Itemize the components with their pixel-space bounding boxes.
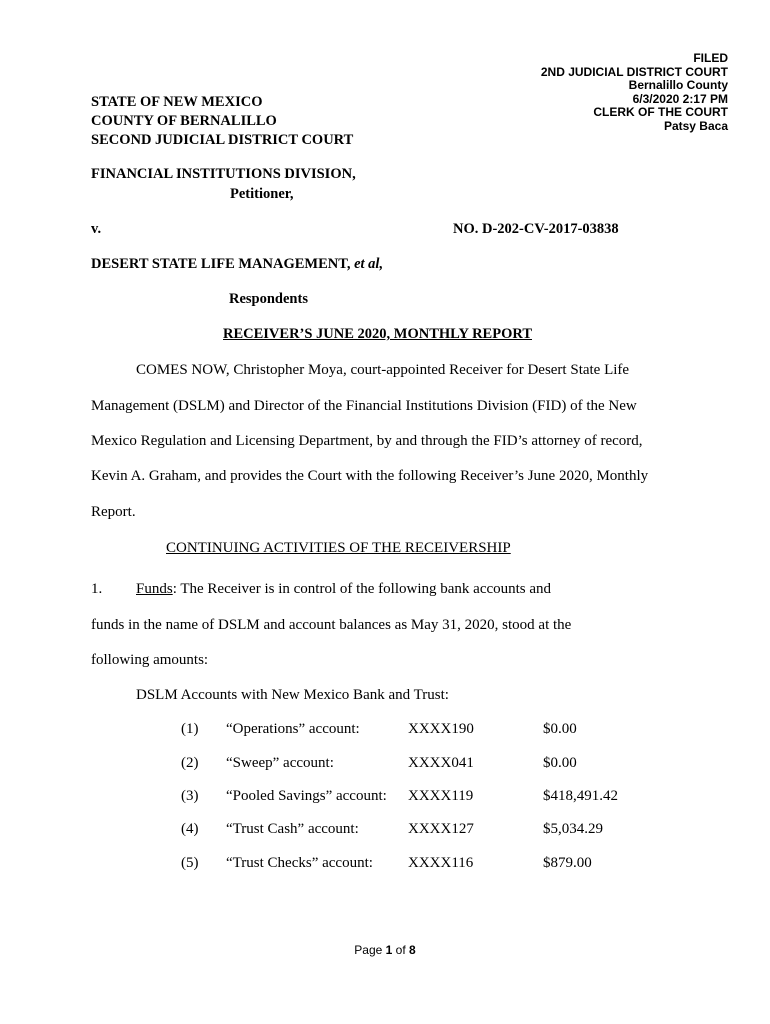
respondent-name: DESERT STATE LIFE MANAGEMENT,: [91, 256, 351, 272]
account-balance: $0.00: [543, 721, 577, 737]
filed-stamp: [468, 52, 728, 134]
account-number-label: (4): [181, 821, 199, 837]
current-page: 1: [385, 943, 393, 957]
intro-line-1: COMES NOW, Christopher Moya, court-appointed Receiver for Desert State Life: [136, 362, 630, 378]
intro-line-2: Management (DSLM) and Director of the Financial Institutions Division (FID) of the New: [91, 398, 637, 414]
intro-line-3: Mexico Regulation and Licensing Department, by and through the FID’s attorney of record,: [91, 433, 643, 449]
filed-datetime: 6/3/2020 2:17 PM: [632, 91, 728, 106]
respondent: [91, 256, 383, 273]
filed-clerk-title: CLERK OF THE COURT: [593, 105, 728, 120]
page-footer: [0, 943, 770, 957]
document-title: RECEIVER’S JUNE 2020, MONTHLY REPORT: [223, 326, 532, 342]
account-name: “Sweep” account:: [226, 755, 334, 771]
page-word: Page: [354, 943, 383, 957]
account-balance: $879.00: [543, 855, 592, 871]
account-number-label: (3): [181, 788, 199, 804]
intro-line-4: Kevin A. Graham, and provides the Court with the following Receiver’s June 2020, Monthly: [91, 468, 649, 484]
item-1-line-2: funds in the name of DSLM and account balances as May 31, 2020, stood at the: [91, 617, 572, 633]
item-label: Funds: [136, 581, 173, 597]
account-id: XXXX190: [408, 721, 474, 737]
accounts-heading: DSLM Accounts with New Mexico Bank and Trust:: [136, 687, 449, 703]
filed-label: FILED: [693, 51, 728, 65]
item-text-1: : The Receiver is in control of the following bank accounts and: [172, 581, 552, 597]
account-id: XXXX119: [408, 788, 474, 804]
caption-county: COUNTY OF BERNALILLO: [91, 113, 277, 129]
account-balance: $0.00: [543, 755, 577, 771]
caption-court: SECOND JUDICIAL DISTRICT COURT: [91, 132, 354, 148]
case-number: NO. D-202-CV-2017-03838: [453, 221, 619, 237]
account-balance: $5,034.29: [543, 821, 603, 837]
respondent-role: Respondents: [229, 291, 308, 307]
court-caption: [91, 93, 353, 150]
item-1-line-3: following amounts:: [91, 652, 209, 668]
respondent-etal: et al,: [354, 256, 384, 272]
account-id: XXXX116: [408, 855, 474, 871]
account-id: XXXX127: [408, 821, 474, 837]
of-word: of: [395, 943, 406, 957]
caption-state: STATE OF NEW MEXICO: [91, 94, 263, 110]
versus: v.: [91, 221, 102, 237]
account-name: “Trust Cash” account:: [226, 821, 359, 837]
petitioner-name: FINANCIAL INSTITUTIONS DIVISION,: [91, 166, 356, 182]
account-number-label: (1): [181, 721, 199, 737]
item-number: 1.: [91, 581, 103, 597]
item-1-line-1: [136, 581, 551, 598]
section-heading: CONTINUING ACTIVITIES OF THE RECEIVERSHIP: [166, 540, 511, 556]
petitioner-role: Petitioner,: [230, 186, 294, 202]
account-number-label: (2): [181, 755, 199, 771]
account-name: “Trust Checks” account:: [226, 855, 373, 871]
total-pages: 8: [409, 943, 416, 957]
account-id: XXXX041: [408, 755, 474, 771]
account-number-label: (5): [181, 855, 199, 871]
account-name: “Operations” account:: [226, 721, 360, 737]
filed-court: 2ND JUDICIAL DISTRICT COURT: [540, 64, 728, 79]
intro-line-5: Report.: [91, 504, 136, 520]
filed-clerk-name: Patsy Baca: [663, 118, 728, 133]
account-name: “Pooled Savings” account:: [226, 788, 387, 804]
account-balance: $418,491.42: [543, 788, 618, 804]
filed-county: Bernalillo County: [628, 78, 728, 93]
